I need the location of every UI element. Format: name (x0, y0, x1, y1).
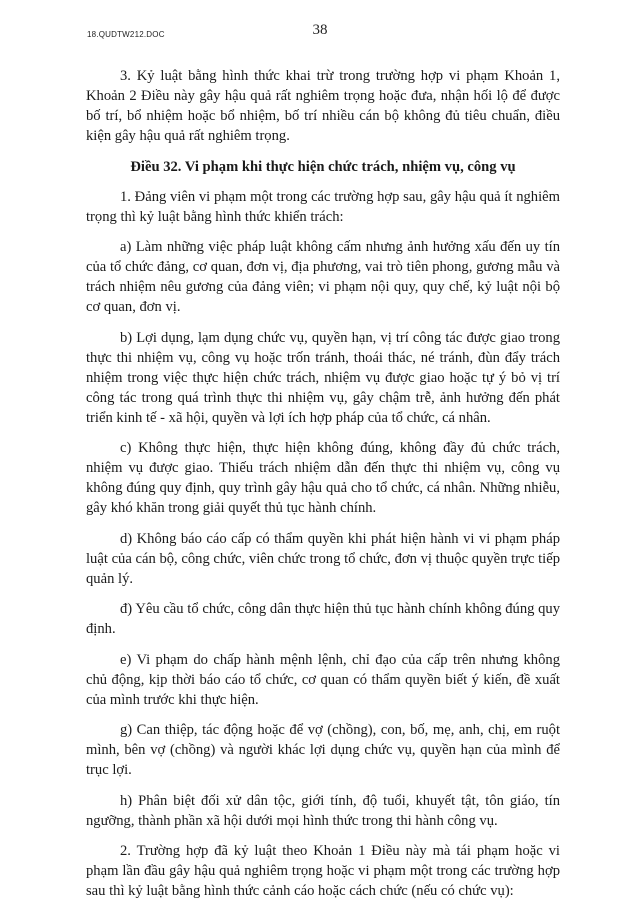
page-number: 38 (312, 22, 328, 38)
paragraph-item-c: c) Không thực hiện, thực hiện không đúng, không đầy đủ chức trách, nhiệm vụ được giao. Thiếu trách nhiệm dẫn đến thực thi nhiệm vụ, công vụ không đúng quy định, quy trình gây hậu quả cho tổ chức, cá nhân. Những nhiễu, gây khó khăn trong giải quyết thủ tục hành chính. (86, 440, 560, 516)
paragraph-item-dd: đ) Yêu cầu tổ chức, công dân thực hiện thủ tục hành chính không đúng quy định. (86, 601, 560, 637)
document-body (86, 66, 560, 912)
paragraph-item-h: h) Phân biệt đối xử dân tộc, giới tính, độ tuổi, khuyết tật, tôn giáo, tín ngưỡng, thành phần xã hội dưới mọi hình thức trong thi hành công vụ. (86, 792, 560, 829)
paragraph-item-d: d) Không báo cáo cấp có thẩm quyền khi phát hiện hành vi vi phạm pháp luật của cán bộ, công chức, viên chức trong tổ chức, đơn vị thuộc quyền trực tiếp quản lý. (86, 530, 560, 587)
paragraph-clause-2: 2. Trường hợp đã kỷ luật theo Khoản 1 Điều này mà tái phạm hoặc vi phạm lần đầu gây hậu quả nghiêm trọng hoặc vi phạm một trong các trường hợp sau thì kỷ luật bằng hình thức cảnh cáo hoặc cách chức (nếu có chức vụ): (86, 843, 560, 899)
paragraph-clause-3: 3. Kỷ luật bằng hình thức khai trừ trong trường hợp vi phạm Khoản 1, Khoản 2 Điều này gây hậu quả rất nghiêm trọng hoặc đưa, nhận hối lộ để được bố trí, bổ nhiệm hoặc bổ nhiệm, bố trí nhiều cán bộ không đủ tiêu chuẩn, điều kiện gây hậu quả rất nghiêm trọng. (86, 68, 560, 144)
article-32-heading: Điều 32. Vi phạm khi thực hiện chức trách, nhiệm vụ, công vụ (130, 158, 516, 175)
document-code: 18.QUDTW212.DOC (87, 30, 165, 39)
paragraph-item-b: b) Lợi dụng, lạm dụng chức vụ, quyền hạn, vị trí công tác được giao trong thực thi nhiệm vụ, công vụ hoặc trốn tránh, thoái thác, né tránh, đùn đẩy trách nhiệm trong việc thực hiện chức trách, nhiệm vụ được giao hoặc tự ý bỏ vị trí công tác trong quá trình thực thi nhiệm vụ, gây chậm trễ, ảnh hưởng đến phát triển kinh tế - xã hội, quyền và lợi ích hợp pháp của tổ chức, cá nhân. (86, 329, 560, 426)
paragraph-clause-1: 1. Đảng viên vi phạm một trong các trường hợp sau, gây hậu quả ít nghiêm trọng thì kỷ luật bằng hình thức khiển trách: (86, 188, 560, 225)
paragraph-item-a: a) Làm những việc pháp luật không cấm nhưng ảnh hưởng xấu đến uy tín của tổ chức đảng, cơ quan, đơn vị, địa phương, vai trò tiên phong, gương mẫu và trách nhiệm nêu gương của đảng viên; vi phạm nội quy, quy chế, kỷ luật nội bộ cơ quan, đơn vị. (86, 239, 560, 315)
paragraph-item-g: g) Can thiệp, tác động hoặc để vợ (chồng), con, bố, mẹ, anh, chị, em ruột mình, bên vợ (chồng) và người khác lợi dụng chức vụ, quyền hạn của mình để trục lợi. (86, 722, 560, 778)
paragraph-item-e: e) Vi phạm do chấp hành mệnh lệnh, chỉ đạo của cấp trên nhưng không chủ động, kịp thời báo cáo tổ chức, cơ quan có thẩm quyền biết ý kiến, đề xuất của mình trước khi thực hiện. (86, 651, 560, 708)
